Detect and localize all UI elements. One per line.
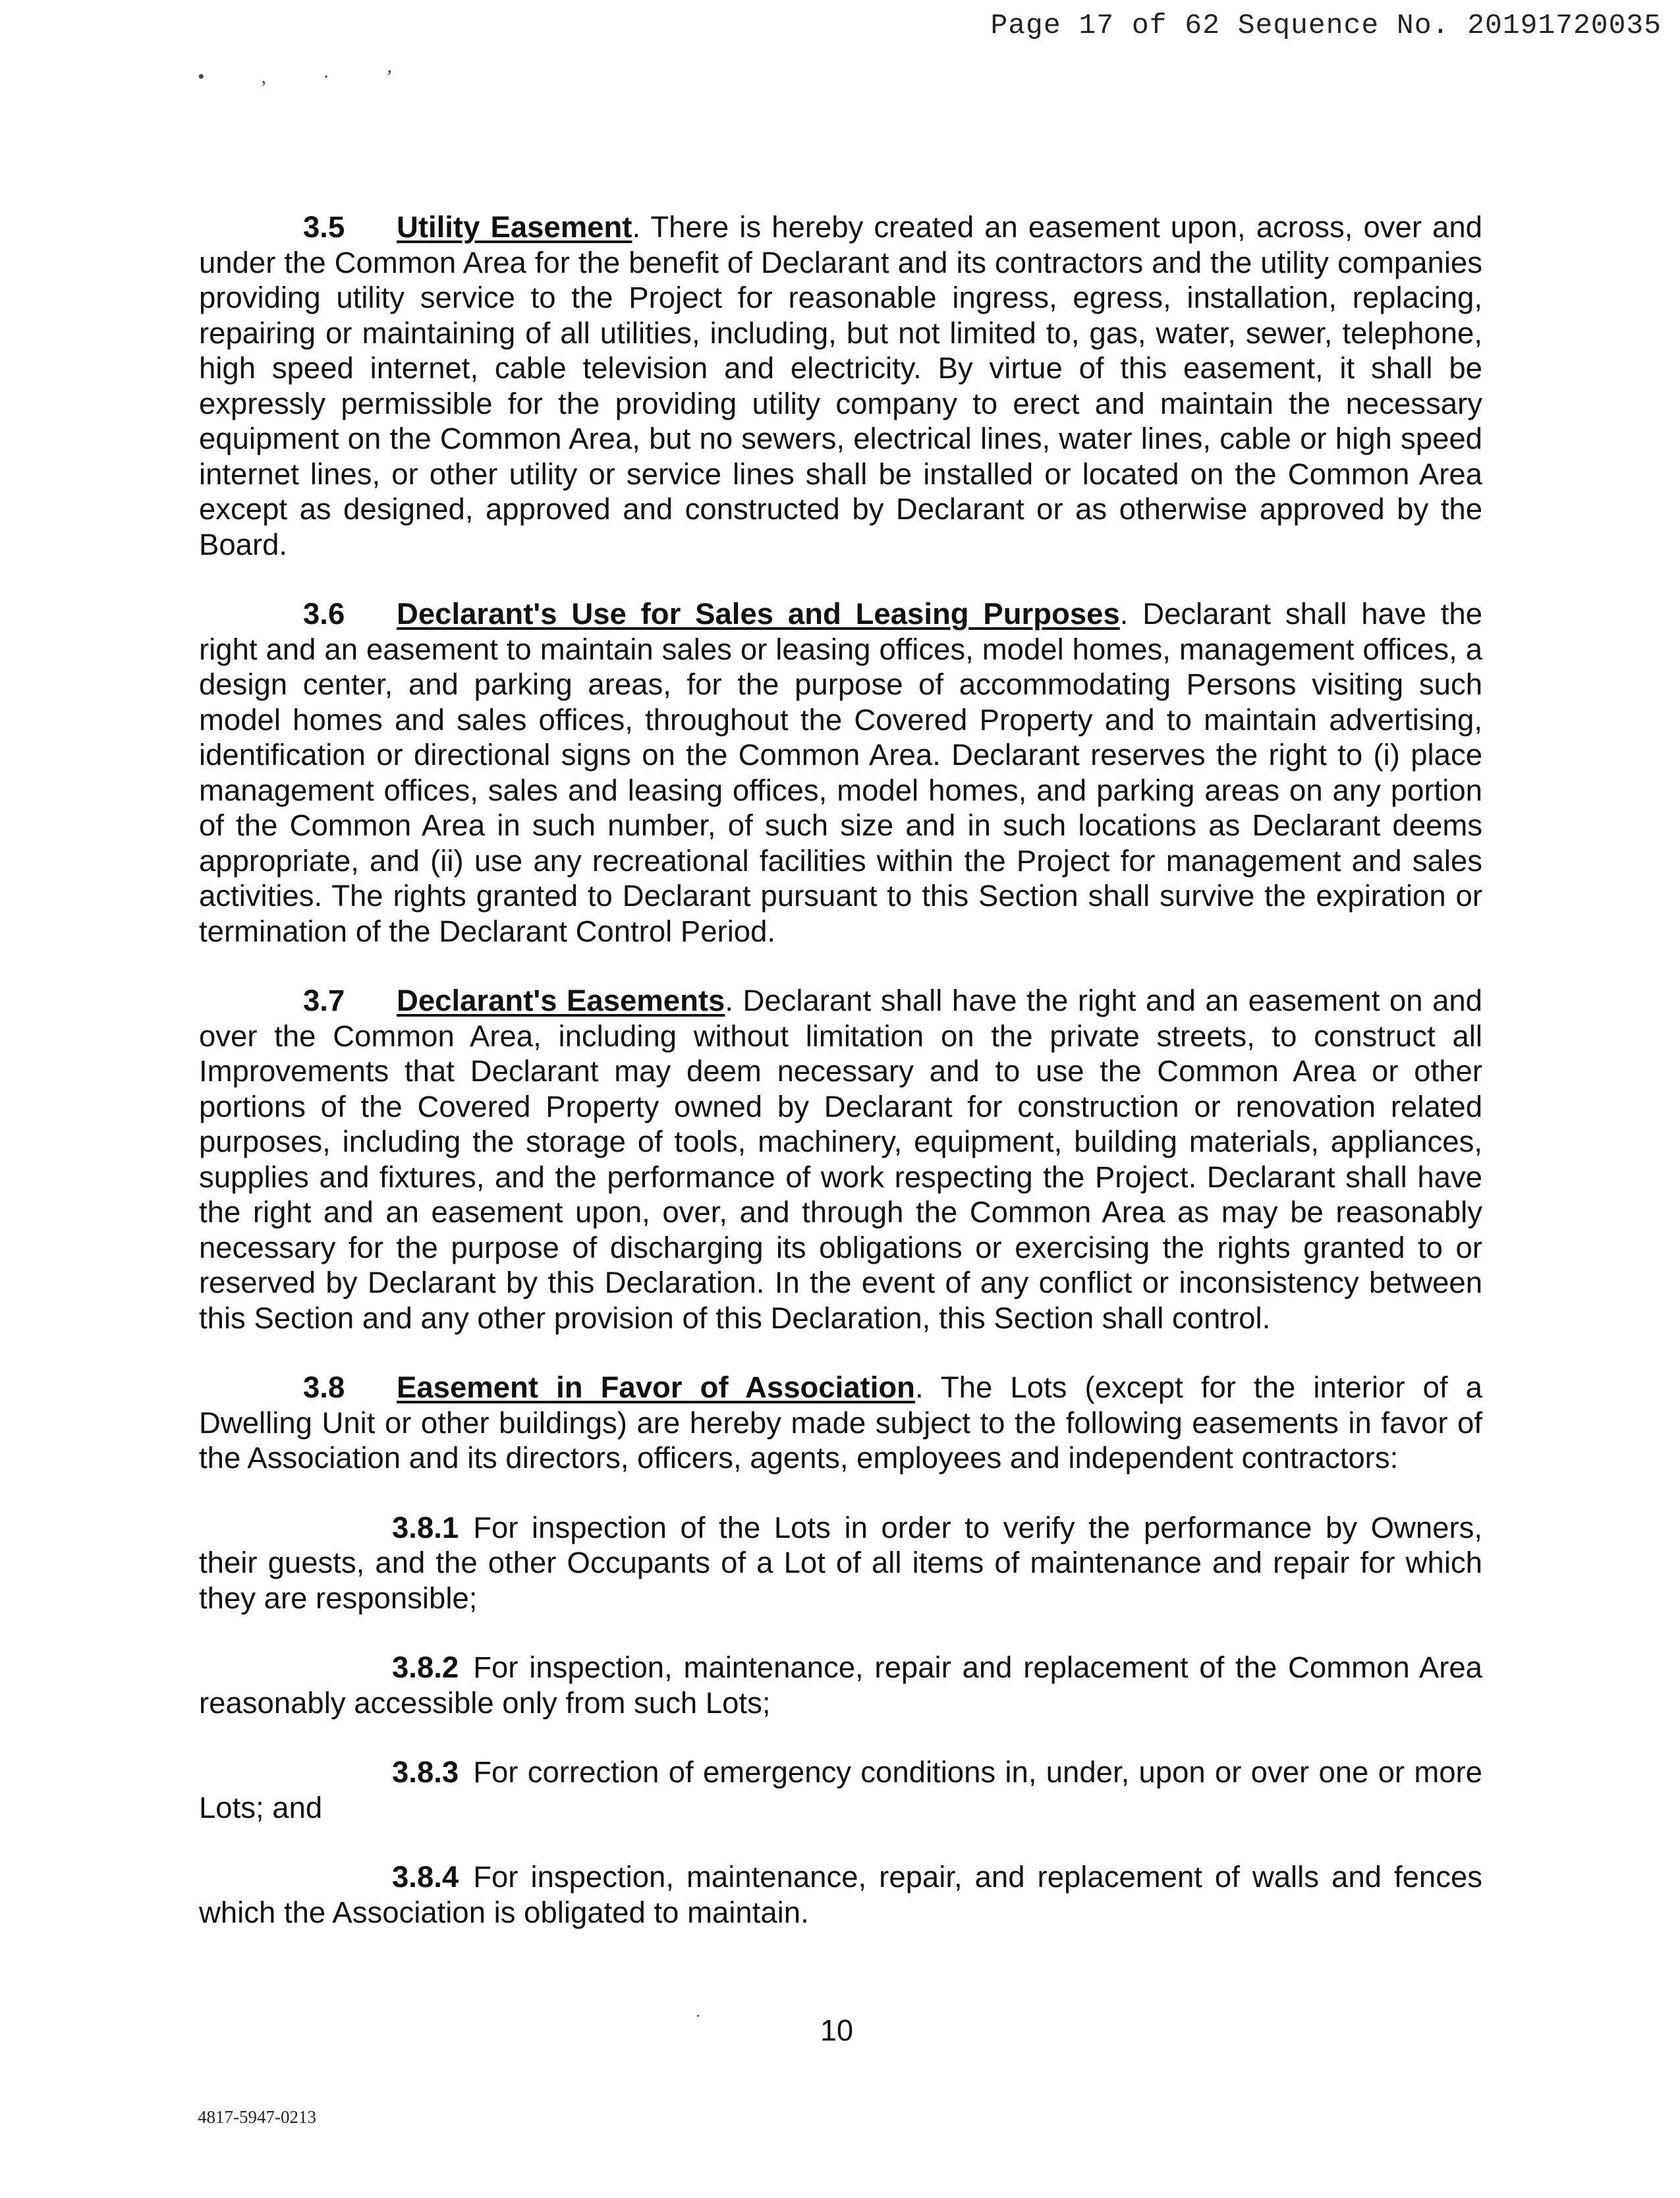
section-text: . Declarant shall have the right and an easement to maintain sales or leasing offices, model homes, management offices, a design center, and parking areas, for the purpose of accommodating Persons visiting such model homes and sales offices, throughout the Covered Property and to maintain advertising, identification or directional signs on the Common Area. Declarant reserves the right to (i) place management offices, sales and leasing offices, model homes, and parking areas on any portion of the Common Area in such number, of such size and in such locations as Declarant deems appropriate, and (ii) use any recreational facilities within the Project for management and sales activities. The rights granted to Declarant pursuant to this Section shall survive the expiration or termination of the Declarant Control Period. [199, 597, 1483, 948]
document-id: 4817-5947-0213 [198, 2107, 316, 2127]
subsection-3-8-4 [199, 1859, 1482, 1930]
scan-specks: • , · ’ [198, 66, 420, 88]
section-3-8 [199, 1370, 1482, 1476]
section-3-5 [199, 210, 1482, 562]
section-number: 3.7 [303, 984, 345, 1017]
section-heading: Declarant's Use for Sales and Leasing Purposes [397, 597, 1120, 631]
page-number: 10 [820, 2014, 854, 2047]
subsection-text: For inspection, maintenance, repair, and replacement of walls and fences which the Association is obligated to maintain. [199, 1860, 1482, 1929]
section-text: . There is hereby created an easement upon, across, over and under the Common Area for the benefit of Declarant and its contractors and the utility companies providing utility service to the Project for reasonable ingress, egress, installation, replacing, repairing or maintaining of all utilities, including, but not limited to, gas, water, sewer, telephone, high speed internet, cable television and electricity. By virtue of this easement, it shall be expressly permissible for the providing utility company to erect and maintain the necessary equipment on the Common Area, but no sewers, electrical lines, water lines, cable or high speed internet lines, or other utility or service lines shall be installed or located on the Common Area except as designed, approved and constructed by Declarant or as otherwise approved by the Board. [199, 210, 1482, 561]
subsection-3-8-3 [199, 1755, 1482, 1825]
section-3-7 [199, 983, 1482, 1336]
subsection-text: For correction of emergency conditions in, under, upon or over one or more Lots; and [199, 1755, 1482, 1824]
subsection-number: 3.8.1 [392, 1510, 459, 1544]
subsection-3-8-1 [199, 1510, 1482, 1616]
section-3-6 [199, 596, 1482, 949]
subsection-text: For inspection, maintenance, repair and replacement of the Common Area reasonably accessible only from such Lots; [199, 1650, 1482, 1720]
subsection-number: 3.8.2 [392, 1650, 459, 1684]
section-text: . The Lots (except for the interior of a Dwelling Unit or other buildings) are hereby made subject to the following easements in favor of the Association and its directors, officers, agents, employees and independent contractors: [199, 1370, 1482, 1475]
subsection-number: 3.8.4 [392, 1860, 459, 1894]
subsection-3-8-2 [199, 1650, 1482, 1720]
section-heading: Declarant's Easements [397, 984, 725, 1017]
section-text: . Declarant shall have the right and an easement on and over the Common Area, including without limitation on the private streets, to construct all Improvements that Declarant may deem necessary and to use the Common Area or other portions of the Covered Property owned by Declarant for construction or renovation related purposes, including the storage of tools, machinery, equipment, building materials, appliances, supplies and fixtures, and the performance of work respecting the Project. Declarant shall have the right and an easement upon, over, and through the Common Area as may be reasonably necessary for the purpose of discharging its obligations or exercising the rights granted to or reserved by Declarant by this Declaration. In the event of any conflict or inconsistency between this Section and any other provision of this Declaration, this Section shall control. [199, 984, 1482, 1335]
sequence-header: Page 17 of 62 Sequence No. 20191720035 [990, 9, 1662, 42]
scan-dot [697, 2015, 699, 2017]
section-number: 3.6 [303, 597, 345, 631]
section-heading: Utility Easement [397, 210, 632, 244]
subsection-number: 3.8.3 [392, 1755, 459, 1789]
section-number: 3.8 [303, 1370, 345, 1404]
subsection-text: For inspection of the Lots in order to verify the performance by Owners, their guests, and the other Occupants of a Lot of all items of maintenance and repair for which they are responsible; [199, 1510, 1482, 1615]
document-body [199, 210, 1482, 1964]
section-heading: Easement in Favor of Association [397, 1370, 915, 1404]
section-number: 3.5 [303, 210, 345, 244]
